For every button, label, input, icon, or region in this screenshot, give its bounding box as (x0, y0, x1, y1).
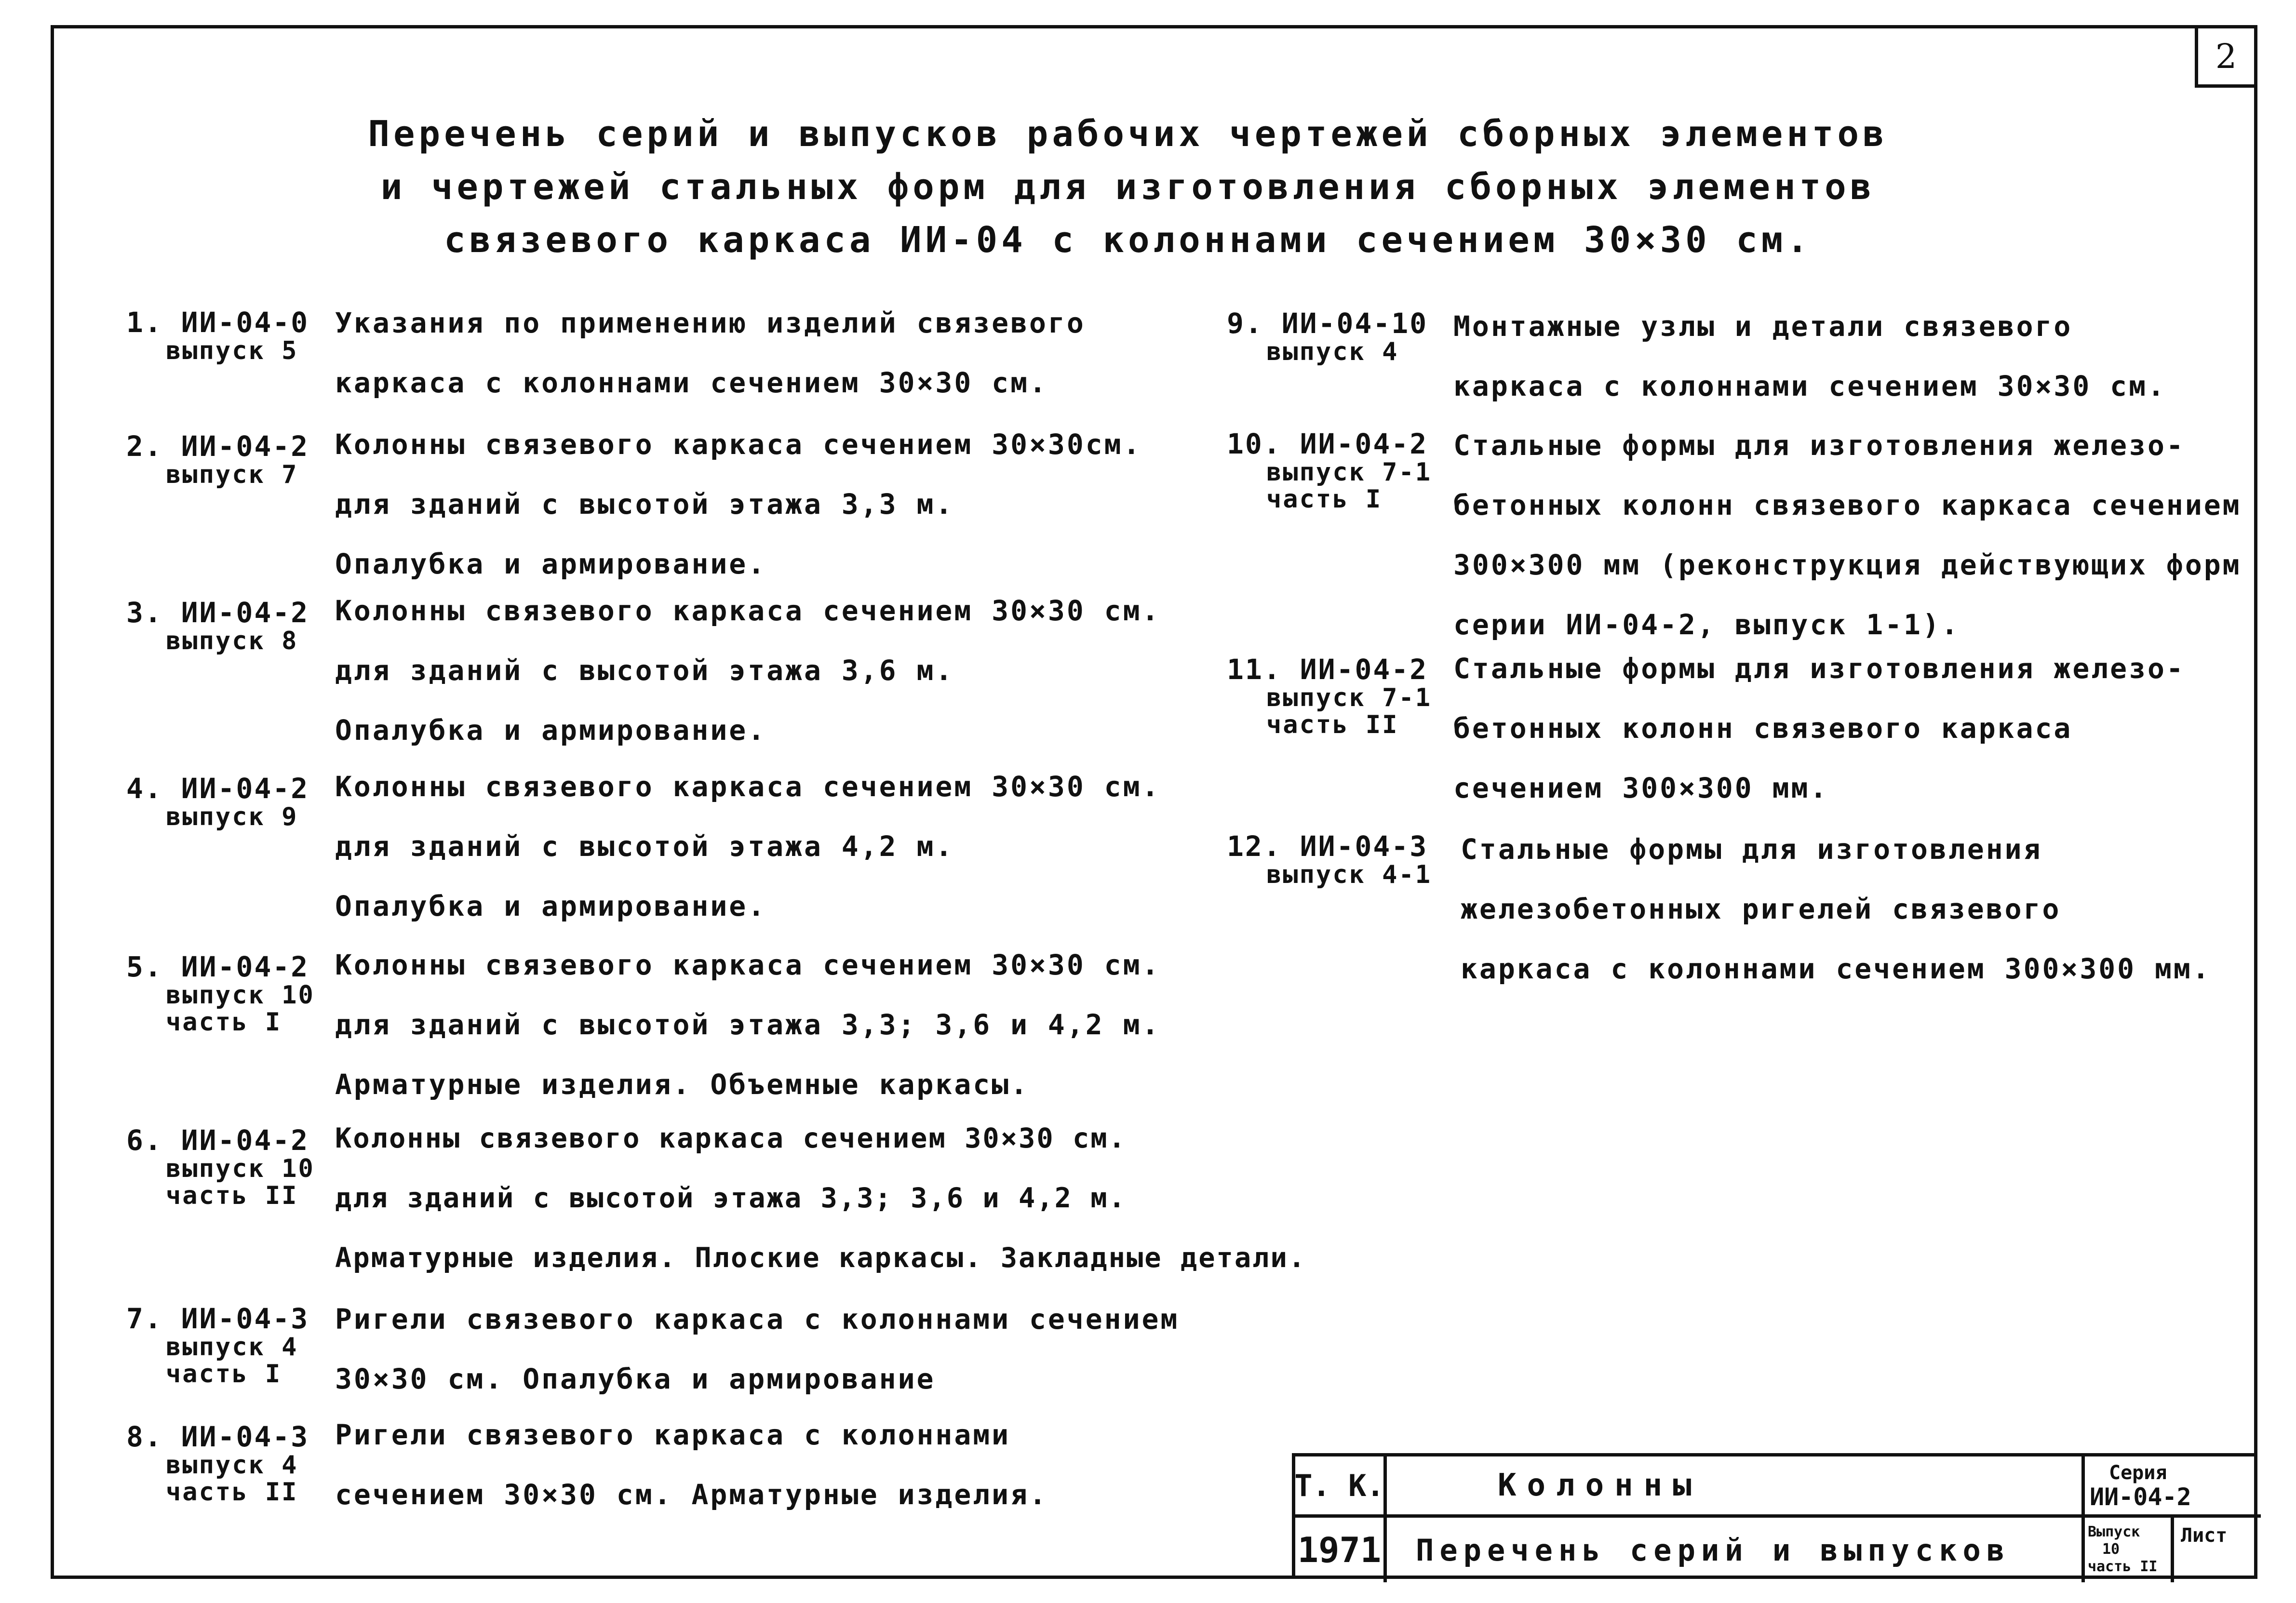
item-desc-11 (1453, 639, 2185, 818)
item-code-6 (126, 1125, 315, 1209)
item-code-3 (126, 598, 309, 655)
stamp-subject: Перечень серий и выпусков (1387, 1518, 2085, 1582)
item-series: ИИ-04-3 (181, 1302, 309, 1335)
item-issue: выпуск 9 (166, 802, 298, 831)
item-code-2 (126, 431, 309, 488)
item-issue: выпуск 7 (166, 460, 298, 489)
item-issue: выпуск 7-1 (1266, 458, 1432, 487)
stamp-year: 1971 (1295, 1518, 1387, 1582)
page-number: 2 (2195, 25, 2257, 88)
item-line: каркаса с колоннами сечением 30×30 см. (1453, 370, 2166, 402)
item-series: ИИ-04-2 (1300, 427, 1428, 460)
item-part: часть I (166, 1008, 282, 1037)
item-part: часть I (166, 1360, 282, 1389)
item-series: ИИ-04-3 (181, 1420, 309, 1453)
item-line: бетонных колонн связевого каркаса сечением (1453, 489, 2242, 521)
item-line: для зданий с высотой этажа 3,3; 3,6 и 4,2 м. (335, 1008, 1161, 1041)
stamp-org: Т. К. (1295, 1456, 1387, 1518)
item-series: ИИ-04-2 (1300, 653, 1428, 686)
item-series: ИИ-04-0 (181, 306, 309, 339)
item-line: Колонны связевого каркаса сечением 30×30 см. (335, 1122, 1127, 1154)
item-line: 30×30 см. Опалубка и армирование (335, 1363, 936, 1395)
item-line: для зданий с высотой этажа 3,3 м. (335, 488, 954, 521)
item-code-10 (1227, 429, 1432, 513)
item-line: серии ИИ-04-2, выпуск 1-1). (1453, 608, 1960, 641)
item-issue: выпуск 4 (166, 1451, 298, 1480)
stamp-issue-part: часть II (2088, 1558, 2158, 1575)
item-number: 5. (126, 950, 163, 983)
item-desc-8 (335, 1405, 1048, 1524)
item-number: 11. (1227, 653, 1282, 686)
stamp-issue-value: 10 (2102, 1541, 2120, 1558)
item-line: Колонны связевого каркаса сечением 30×30см. (335, 428, 1142, 461)
item-number: 1. (126, 306, 163, 339)
item-number: 6. (126, 1124, 163, 1157)
item-line: Указания по применению изделий связевого (335, 307, 1086, 339)
item-desc-10 (1453, 415, 2242, 655)
item-line: Арматурные изделия. Плоские каркасы. Закладные детали. (335, 1242, 1307, 1274)
item-issue: выпуск 4 (166, 1333, 298, 1362)
stamp-series-label: Серия (2109, 1462, 2167, 1484)
item-number: 2. (126, 430, 163, 463)
item-line: каркаса с колоннами сечением 30×30 см. (335, 366, 1048, 399)
item-line: для зданий с высотой этажа 4,2 м. (335, 830, 954, 863)
item-part: часть II (166, 1478, 298, 1507)
item-code-5 (126, 952, 315, 1036)
stamp-issue-label: Выпуск (2088, 1523, 2140, 1540)
item-line: Опалубка и армирование. (335, 548, 767, 580)
item-number: 8. (126, 1420, 163, 1453)
item-line: Стальные формы для изготовления железо- (1453, 652, 2185, 685)
item-desc-5 (335, 935, 1160, 1114)
stamp-issue (2085, 1518, 2174, 1582)
item-desc-12 (1461, 819, 2211, 999)
item-line: Монтажные узлы и детали связевого (1453, 310, 2073, 343)
item-series: ИИ-04-3 (1300, 830, 1428, 863)
item-part: часть I (1266, 485, 1383, 514)
stamp-sheet-label: Лист (2181, 1524, 2228, 1547)
item-part: часть II (1266, 710, 1399, 739)
item-line: каркаса с колоннами сечением 300×300 мм. (1461, 952, 2211, 985)
item-desc-2 (335, 414, 1142, 594)
item-desc-6 (335, 1109, 1306, 1288)
item-number: 7. (126, 1302, 163, 1335)
item-issue: выпуск 10 (166, 981, 315, 1010)
stamp-series-value: ИИ-04-2 (2090, 1483, 2191, 1511)
item-number: 3. (126, 596, 163, 629)
item-line: Опалубка и армирование. (335, 714, 767, 747)
item-line: 300×300 мм (реконструкция действующих форм (1453, 548, 2242, 581)
stamp-series (2085, 1456, 2261, 1518)
item-code-12 (1227, 831, 1432, 888)
item-line: Стальные формы для изготовления железо- (1453, 429, 2185, 462)
item-line: Ригели связевого каркаса с колоннами сечением (335, 1303, 1180, 1336)
item-desc-9 (1453, 296, 2166, 416)
item-line: Колонны связевого каркаса сечением 30×30 см. (335, 594, 1161, 627)
item-code-1 (126, 307, 309, 364)
item-number: 12. (1227, 830, 1282, 863)
item-issue: выпуск 10 (166, 1154, 315, 1183)
item-line: Стальные формы для изготовления (1461, 833, 2042, 866)
item-line: сечением 300×300 мм. (1453, 772, 1829, 804)
item-code-8 (126, 1422, 309, 1506)
title-line-2: и чертежей стальных форм для изготовления сборных элементов (380, 166, 1876, 208)
item-code-7 (126, 1304, 309, 1388)
item-line: Колонны связевого каркаса сечением 30×30 см. (335, 770, 1161, 803)
item-issue: выпуск 4-1 (1266, 860, 1432, 889)
item-desc-1 (335, 293, 1086, 413)
title-line-1: Перечень серий и выпусков рабочих чертежей сборных элементов (368, 113, 1888, 155)
item-desc-7 (335, 1289, 1179, 1409)
item-code-4 (126, 774, 309, 830)
item-series: ИИ-04-2 (181, 430, 309, 463)
item-series: ИИ-04-2 (181, 1124, 309, 1157)
item-line: Ригели связевого каркаса с колоннами (335, 1418, 1011, 1451)
item-issue: выпуск 4 (1266, 337, 1399, 366)
stamp-name: Колонны (1387, 1456, 2085, 1518)
item-number: 10. (1227, 427, 1282, 460)
item-line: Опалубка и армирование. (335, 890, 767, 922)
item-series: ИИ-04-2 (181, 772, 309, 805)
item-line: для зданий с высотой этажа 3,3; 3,6 и 4,2 м. (335, 1182, 1127, 1214)
title-block (1292, 1453, 2257, 1579)
item-issue: выпуск 7-1 (1266, 683, 1432, 712)
item-number: 9. (1227, 307, 1263, 340)
item-code-9 (1227, 308, 1428, 365)
title-line-3: связевого каркаса ИИ-04 с колоннами сечением 30×30 см. (444, 219, 1812, 261)
item-number: 4. (126, 772, 163, 805)
item-series: ИИ-04-2 (181, 596, 309, 629)
item-line: Арматурные изделия. Объемные каркасы. (335, 1068, 1030, 1101)
item-series: ИИ-04-2 (181, 950, 309, 983)
item-series: ИИ-04-10 (1281, 307, 1428, 340)
item-code-11 (1227, 655, 1432, 738)
item-line: бетонных колонн связевого каркаса (1453, 712, 2073, 745)
item-issue: выпуск 8 (166, 627, 298, 655)
item-desc-4 (335, 757, 1160, 936)
item-part: часть II (166, 1181, 298, 1210)
item-line: для зданий с высотой этажа 3,6 м. (335, 654, 954, 687)
item-line: Колонны связевого каркаса сечением 30×30 см. (335, 948, 1161, 981)
item-desc-3 (335, 581, 1160, 760)
item-line: сечением 30×30 см. Арматурные изделия. (335, 1478, 1048, 1511)
item-line: железобетонных ригелей связевого (1461, 893, 2061, 925)
item-issue: выпуск 5 (166, 336, 298, 365)
